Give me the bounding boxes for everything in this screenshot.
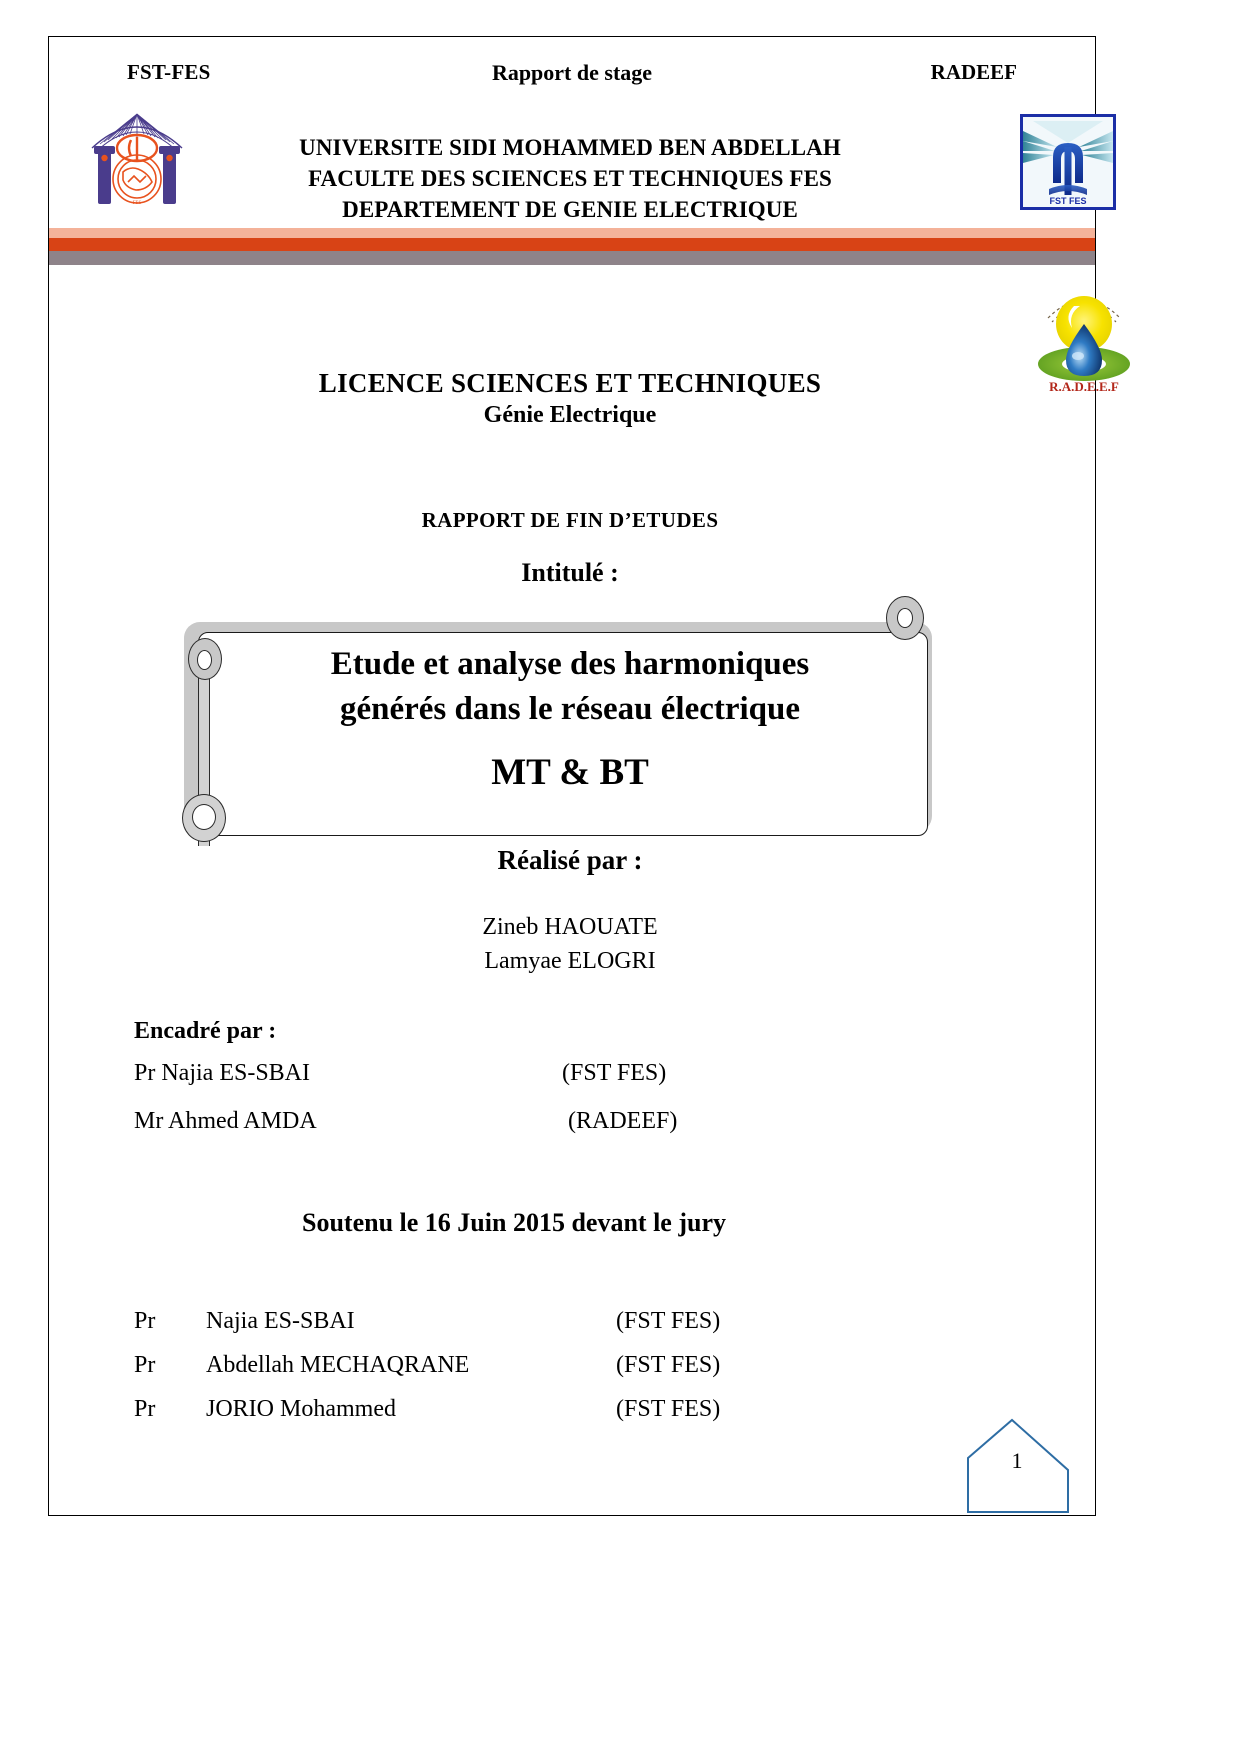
supervisor-affiliation: (FST FES) [562, 1060, 667, 1086]
supervisor-affiliation: (RADEEF) [568, 1108, 678, 1134]
header-center-title: Rapport de stage [491, 60, 653, 85]
author-name: Zineb HAOUATE [482, 914, 658, 940]
divider-bar-orange [49, 238, 1095, 251]
project-title-banner [180, 596, 932, 864]
radeef-logo [1028, 272, 1140, 394]
university-line-1: UNIVERSITE SIDI MOHAMMED BEN ABDELLAH [299, 135, 841, 160]
page-header [49, 60, 1095, 90]
jury-rank: Pr [134, 1352, 156, 1378]
jury-name: Abdellah MECHAQRANE [206, 1352, 470, 1378]
defense-date-line: Soutenu le 16 Juin 2015 devant le jury [302, 1208, 726, 1237]
diploma-title: LICENCE SCIENCES ET TECHNIQUES [318, 368, 822, 398]
supervisor-name: Pr Najia ES-SBAI [134, 1060, 310, 1086]
banner-curl-bottom-left-inner [192, 804, 216, 830]
project-title-text [240, 642, 900, 795]
radeef-logo-caption: R.A.D.E.E.F [1049, 379, 1119, 394]
realise-par-label: Réalisé par : [497, 845, 643, 875]
usmba-crest-logo [78, 96, 196, 214]
jury-affiliation: (FST FES) [616, 1308, 721, 1334]
university-block [200, 132, 940, 225]
supervisor-row [134, 1108, 774, 1156]
header-left-label: FST-FES [127, 60, 211, 84]
university-line-3: DEPARTEMENT DE GENIE ELECTRIQUE [342, 197, 798, 222]
supervisor-row [134, 1060, 774, 1108]
university-line-2: FACULTE DES SCIENCES ET TECHNIQUES FES [308, 166, 832, 191]
jury-row [134, 1352, 874, 1396]
jury-list [134, 1308, 874, 1440]
header-right-label: RADEEF [930, 60, 1017, 84]
supervisor-name: Mr Ahmed AMDA [134, 1108, 317, 1134]
jury-affiliation: (FST FES) [616, 1396, 721, 1422]
jury-name: JORIO Mohammed [206, 1396, 396, 1422]
author-name: Lamyae ELOGRI [484, 948, 656, 974]
divider-bar-peach [49, 228, 1095, 238]
jury-row [134, 1396, 874, 1440]
project-title-line-3: MT & BT [491, 752, 649, 793]
encadre-par-label: Encadré par : [134, 1018, 277, 1044]
svg-text:FES: FES [132, 201, 142, 206]
divider-bar-grey [49, 251, 1095, 265]
banner-curl-left-inner [197, 650, 212, 670]
supervisor-list [134, 1060, 774, 1156]
page-number-value: 1 [1011, 1448, 1023, 1473]
author-list [120, 910, 1020, 978]
fst-fes-logo [1020, 114, 1116, 210]
banner-curl-top-right-inner [897, 608, 913, 628]
report-kind-label: RAPPORT DE FIN D’ETUDES [421, 508, 719, 532]
page-number-badge [966, 1418, 1076, 1514]
jury-row [134, 1308, 874, 1352]
jury-affiliation: (FST FES) [616, 1352, 721, 1378]
jury-rank: Pr [134, 1308, 156, 1334]
fst-fes-logo-caption: FST FES [1049, 196, 1087, 206]
project-title-line-1: Etude et analyse des harmoniques [330, 646, 810, 682]
intitule-label: Intitulé : [521, 558, 619, 587]
project-title-line-2: générés dans le réseau électrique [339, 691, 801, 727]
jury-rank: Pr [134, 1396, 156, 1422]
jury-name: Najia ES-SBAI [206, 1308, 355, 1334]
diploma-subtitle: Génie Electrique [483, 402, 657, 428]
